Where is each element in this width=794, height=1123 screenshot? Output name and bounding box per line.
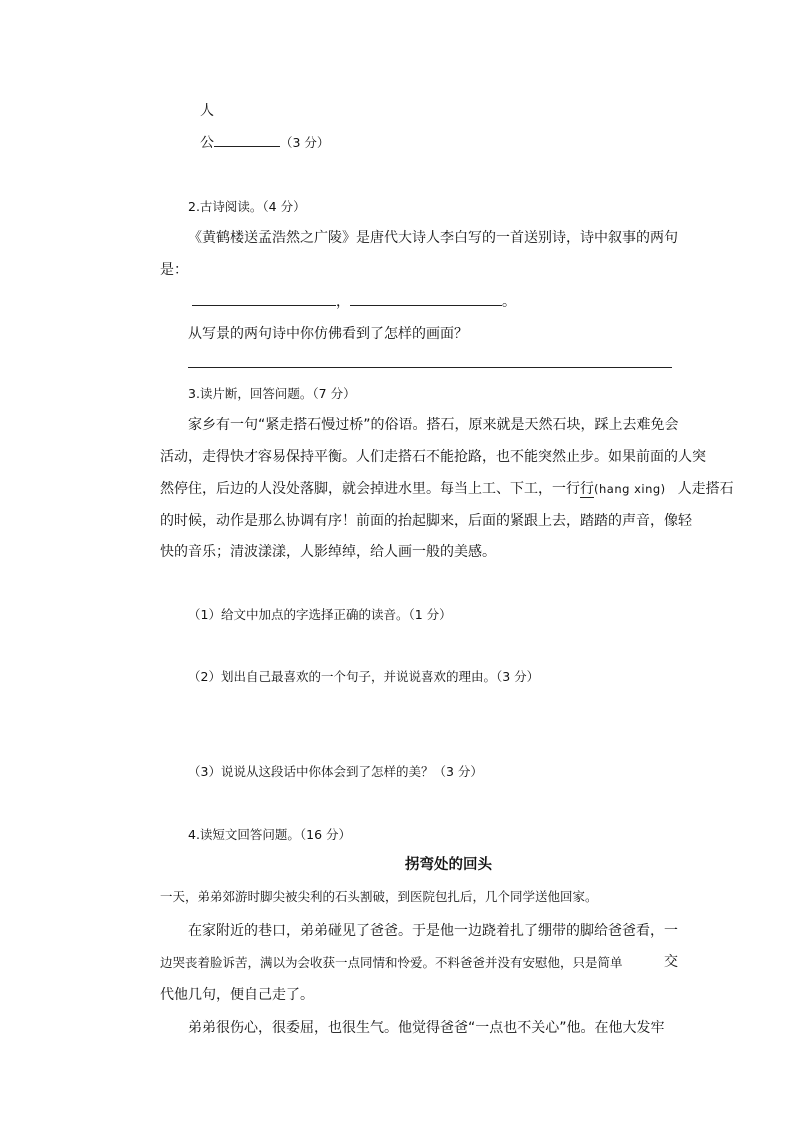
q3-line1: 家乡有一句“紧走搭石慢过桥”的俗语。搭石，原来就是天然石块，踩上去难免会 <box>188 417 679 433</box>
gong-char: 公 <box>200 135 214 151</box>
q4-line3-tail: 交 <box>664 954 678 970</box>
line-gong <box>200 134 329 152</box>
q4-line5: 弟弟很伤心，很委屈，也很生气。他觉得爸爸“一点也不关心”他。在他大发牢 <box>188 1020 665 1036</box>
q3-line3 <box>160 480 734 498</box>
q3-line3-tail: 人走搭石 <box>677 481 734 497</box>
q4-line2: 在家附近的巷口，弟弟碰见了爸爸。于是他一边跷着扎了绷带的脚给爸爸看，一 <box>188 923 678 939</box>
q2-answer-line <box>192 293 516 311</box>
q3-sub1: （1）给文中加点的字选择正确的读音。（1 分） <box>188 607 452 622</box>
q2-question: 从写景的两句诗中你仿佛看到了怎样的画面？ <box>188 326 468 342</box>
q1-score: （3 分） <box>280 135 330 150</box>
q3-line4: 的时候，动作是那么协调有序！前面的抬起脚来，后面的紧跟上去，踏踏的声音，像轻 <box>160 513 692 529</box>
q3-heading: 3.读片断，回答问题。（7 分） <box>188 386 356 401</box>
q3-line3-text: 然停住，后边的人没处落脚，就会掉进水里。每当上工、下工，一行 <box>160 481 580 497</box>
q2-heading: 2.古诗阅读。（4 分） <box>188 199 306 214</box>
answer-blank-2[interactable] <box>350 293 502 306</box>
q2-para-line1: 《黄鹤楼送孟浩然之广陵》是唐代大诗人李白写的一首送别诗，诗中叙事的两句 <box>188 230 678 246</box>
q4-line3: 边哭丧着脸诉苦，满以为会收获一点同情和怜爱。不料爸爸并没有安慰他，只是简单 <box>160 955 623 970</box>
answer-blank-gong[interactable] <box>214 134 280 147</box>
q2-para-line2: 是： <box>160 262 188 278</box>
q4-line4: 代他几句，便自己走了。 <box>160 987 314 1003</box>
period: 。 <box>502 294 516 310</box>
q3-line2: 活动，走得快才容易保持平衡。人们走搭石不能抢路，也不能突然止步。如果前面的人突 <box>160 449 706 465</box>
q3-sub3: （3）说说从这段话中你体会到了怎样的美？（3 分） <box>188 764 483 779</box>
line-ren: 人 <box>200 103 214 119</box>
q4-heading: 4.读短文回答问题。（16 分） <box>188 827 352 842</box>
pinyin-options: (hang xing) <box>594 482 666 496</box>
answer-blank-1[interactable] <box>192 293 336 306</box>
story-title: 拐弯处的回头 <box>405 857 492 873</box>
q3-sub2: （2）划出自己最喜欢的一个句子，并说说喜欢的理由。（3 分） <box>188 669 540 684</box>
q4-line1: 一天，弟弟郊游时脚尖被尖利的石头割破，到医院包扎后，几个同学送他回家。 <box>160 889 598 904</box>
q3-line5: 快的音乐；清波漾漾，人影绰绰，给人画一般的美感。 <box>160 544 496 560</box>
comma: ， <box>336 294 350 310</box>
answer-line-q2[interactable] <box>188 367 672 368</box>
dotted-char-xing: 行 <box>580 481 594 497</box>
